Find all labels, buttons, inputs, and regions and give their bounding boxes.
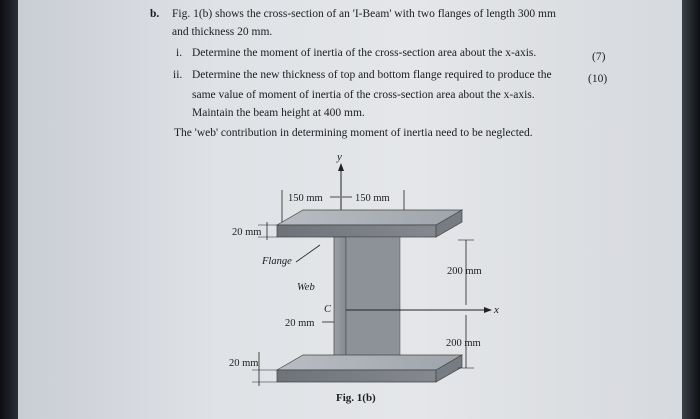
bottom-flange-thickness-label: 20 mm <box>229 358 259 369</box>
top-flange-thickness-label: 20 mm <box>232 227 262 238</box>
flange-leader <box>296 245 320 262</box>
maintain-height-note: Maintain the beam height at 400 mm. <box>192 107 365 119</box>
question-line-2: and thickness 20 mm. <box>172 26 273 38</box>
centroid-label: C <box>324 304 332 315</box>
web-front-face <box>334 237 346 357</box>
web-label: Web <box>297 282 315 293</box>
x-axis-arrow <box>484 307 492 313</box>
part-ii-number: ii. <box>173 69 183 81</box>
top-flange-top-face <box>277 210 462 225</box>
x-axis-label: x <box>494 304 499 316</box>
top-flange-front-face <box>277 225 436 237</box>
part-i-number: i. <box>176 47 183 59</box>
part-i-marks: (7) <box>592 51 606 63</box>
figure-caption: Fig. 1(b) <box>336 392 376 404</box>
bottom-flange-top-face <box>277 355 462 370</box>
dim-left-label: 150 mm <box>288 193 323 204</box>
y-axis-arrow <box>338 163 344 171</box>
y-axis-label: y <box>337 151 342 163</box>
part-ii-continuation: same value of moment of inertia of the cross-section area about the x-axis. <box>192 89 535 101</box>
upper-height-label: 200 mm <box>447 266 482 277</box>
question-line-1: Fig. 1(b) shows the cross-section of an 'I-Beam' with two flanges of length 300 mm <box>172 8 556 20</box>
lower-height-label: 200 mm <box>446 338 481 349</box>
web-neglect-note: The 'web' contribution in determining moment of inertia need to be neglected. <box>174 127 533 139</box>
bottom-flange-front-face <box>277 370 436 382</box>
part-ii-text: Determine the new thickness of top and bottom flange required to produce the <box>192 69 552 81</box>
web-side-face <box>346 237 400 357</box>
part-i-text: Determine the moment of inertia of the cross-section area about the x-axis. <box>192 47 537 59</box>
question-number: b. <box>150 8 160 20</box>
flange-label: Flange <box>262 256 292 267</box>
web-thickness-label: 20 mm <box>285 318 315 329</box>
dim-right-label: 150 mm <box>355 193 390 204</box>
part-ii-marks: (10) <box>588 73 608 85</box>
